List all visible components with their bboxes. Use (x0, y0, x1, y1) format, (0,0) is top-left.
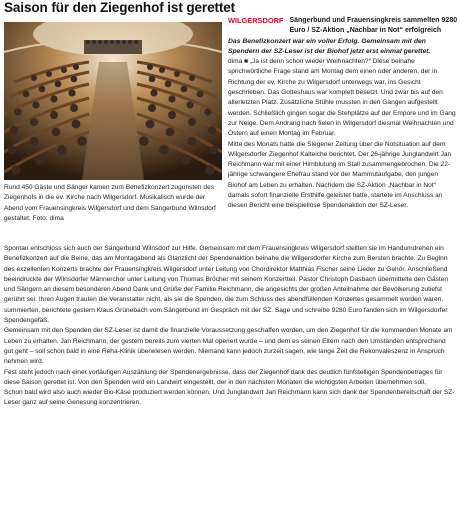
body-paragraph-4: Gemeinsam mit den Spenden der SZ-Leser ist damit die finanzielle Voraussetzung geschaffen worden, um den Ziegenhof für die kommenden Monate am Leben zu erhalten. Jan Reichmann, der gestern bereits zum vierten Mal operiert wurde – und dem es seinen Eltern nach den Umständen entsprechend gut geht – soll schon bald in eine Reha-Klinik überwiesen werden. Niemand kann jedoch zurzeit sagen, wie lange Zeit die Rekonvaleszenz in Anspruch nehmen wird. (4, 327, 453, 366)
body-paragraph-3: Spontan entschloss sich auch der Sängerbund Wilnsdorf zur Hilfe. Gemeinsam mit dem Frauensingkreis Wilgersdorf stellten sie im Handumdrehen ein Benefizkonzert auf die Beine, das am Montagabend als Glanzlicht der Spendenaktion beinahe die Wilgersdorfer Kirche zum Bersten brachte. Zu Beginn des exzellenten Konzerts brachte der Frauensingkreis Wilgersdorf unter Leitung von Chordirektor Matthias Fischer seine Lieder zu Gehör. Anschließend beeindruckte der Wilnsdorfer Männerchor unter Leitung von Thomas Bröcher mit seinem Konzertteil. Pastor Christoph Dasbach übermittelte den Gästen und Sängern an diesem besonderen Abend Dank und Grüße der Familie Reichmann, die angesichts der großen Anteilnahme der Bevölkerung zutiefst gerührt sei. Ihren Augen trauten die Veranstalter nicht, als sie die Spenden, die zum Schluss des abendfüllenden Konzertes gesammelt worden waren, summierten, berichtete gestern Klaus Grünebach vom Sängerbund im Gespräch mit der SZ. Sage und schreibe 9280 Euro fanden sich im Wilgersdorfer Spendengefäß. (4, 245, 449, 325)
body-paragraph-2: Mitte des Monats hatte die Siegener Zeitung über die Notsituation auf dem Wilgersdorfer Ziegenhof Kalteiche berichtet. Der 26-jährige Junglandwirt Jan Reichmann war mit einer Hirnblutung im Stall zusammengebrochen. Die 22-jährige schwangere Ehefrau stand vor der Mammutaufgabe, den jungen Biohof am Leben zu erhalten. Nachdem die SZ-Aktion „Nachbar in Not“ damals sofort finanzielle Ersthilfe geleistet hatte, startete im Anschluss an diesen Bericht eine beispiellose Spendenaktion der SZ-Leser. (228, 140, 452, 210)
kicker-row (228, 16, 458, 37)
article-intro-column (228, 16, 458, 212)
article-body-full-width (4, 244, 456, 409)
headline: Saison für den Ziegenhof ist gerettet (4, 0, 236, 15)
lead-paragraph: Das Benefizkonzert war ein voller Erfolg. Gemeinsam mit den Spendern der SZ-Leser ist der Biohof jetzt erst einmal gerettet. (228, 37, 431, 55)
body-paragraph-1: dima ■ „Ja ist denn schon wieder Weihnachten?“ Diese beinahe sprichwörtliche Frage stand am Montag dem einen oder anderen, der in Richtung der ev. Kirche zu Wilgersdorf unterwegs war, ins Gesicht geschrieben. Das Gotteshaus war komplett besetzt. Und zwar bis auf den allerletzten Platz. Zusätzliche Stühle mussten in den Gängen aufgestellt werden. Schließlich gingen sogar die Stehplätze auf der Empore und im Gang zur Neige. Dem Andrang nach fielen in Wilgersdorf diesmal Weihnachten und Ostern auf einen Montag im Februar. (228, 58, 456, 138)
body-paragraph-6: Schon bald wird also auch wieder Bio-Käse produziert werden können. Und Junglandwirt Jan Reichmann kann sich dank der Spendenbereitschaft der SZ-Leser ganz auf seine Genesung konzentrieren. (4, 389, 455, 407)
subheadline: Sängerbund und Frauensingkreis sammelten 9280 Euro / SZ-Aktion „Nachbar in Not“ erfolgreich (289, 17, 458, 35)
dateline-locality: WILGERSDORF (228, 16, 284, 25)
concert-photo (4, 22, 222, 180)
body-paragraph-5: Fest steht jedoch nach einer vorläufigen Auszählung der Spendenergebnisse, dass der Ziegenhof dank des deutlich fünfstelligen Spendenbetrages für diese Saison gerettet ist. Von den Spenden wird ein Landwirt eingestellt, der in den nächsten Monaten die wichtigsten Arbeiten übernehmen soll. (4, 368, 443, 386)
photo-caption: Rund 450 Gäste und Sänger kamen zum Benefizkonzert zugunsten des Ziegenhofs in die ev. Kirche nach Wilgersdorf. Musikalisch wurde der Abend vom Frauensingkreis Wilgersdorf und dem Sangerbund Wilnsdorf gestaltet. Foto: dima (4, 184, 216, 222)
church-interior-illustration (4, 22, 222, 180)
